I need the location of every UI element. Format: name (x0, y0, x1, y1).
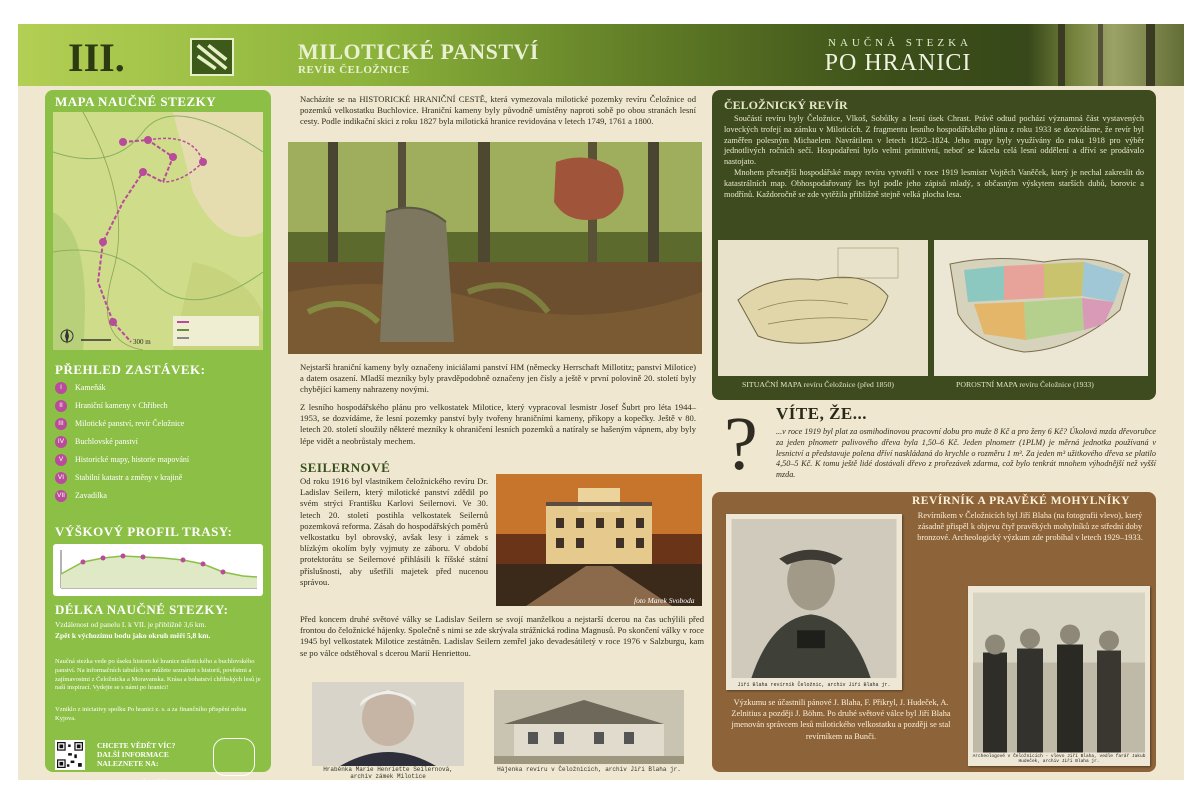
boundary-stone-photo (288, 142, 702, 354)
trail-logo-icon (190, 38, 234, 76)
more-info-line: CHCETE VĚDĚT VÍC? (97, 741, 176, 750)
stop-label: Milotické panství, revír Čeložnice (75, 419, 185, 428)
stop-label: Buchlovské panství (75, 437, 138, 446)
district-text (724, 114, 1144, 200)
stop-item[interactable] (55, 472, 265, 490)
stop-number-badge: II (55, 400, 67, 412)
qr-code-icon[interactable] (55, 740, 85, 770)
caption-text: Hájenka revíru v Čeložnicích, (497, 766, 602, 773)
stand-map-caption: POROSTNÍ MAPA revíru Čeložnice (1933) (956, 380, 1094, 389)
caption-text: Jiří Blaha revírník Čeložnic, (737, 682, 825, 688)
stop-number-badge: IV (55, 436, 67, 448)
gamekeeper-paragraph-1: Revírníkem v Čeložnicích byl Jiří Blaha (na fotografii vlevo), který zásadně přispěl k objevu čtyř pravěkých mohylníků ze střední doby bronzové. Archeologický výzkum zde probíhal v letech 1929–1933. (917, 511, 1143, 543)
stand-map-image (934, 240, 1148, 376)
length-text (55, 620, 263, 641)
photo-credit: foto Marek Svoboda (634, 596, 695, 605)
district-paragraph: Součástí revíru byly Čeložnice, Vlkoš, Sobůlky a lesní úsek Chrast. Právě odtud pochází významná část vystavených loveckých trofejí na zámku v Miloticích. Z fragmentu lesního hospodářského plánu z roku 1933 se dozvídáme, že revír byl zaměřen polesným Michaelem Navrátilem v letech 1822–1824. Jeho mapy byly využívány do roku 1918 pro výběr jednotlivých ročních sečí. Hospodaření bylo velmi primitivní, neboť se kácela celá lesní oddělení a dříví se prodávalo nastojato. (724, 114, 1144, 167)
stop-label: Historické mapy, historie mapování (75, 455, 190, 464)
stop-item[interactable] (55, 436, 265, 454)
stop-label: Kameňák (75, 383, 106, 392)
stop-number-badge: VI (55, 472, 67, 484)
website-link[interactable]: www.po-hranici.cz (117, 778, 173, 786)
trail-map[interactable] (53, 112, 263, 350)
caption-text: Archeologové v Čeložnicích - vlevo Jiří Blaha, vedle farář Jakub Hudeček, (972, 754, 1146, 764)
stop-item[interactable] (55, 400, 265, 418)
more-info-text (97, 741, 207, 768)
countess-caption (312, 766, 464, 780)
stop-label: Stabilní katastr a změny v krajině (75, 473, 183, 482)
length-line-2: Zpět k výchozímu bodu jako okruh měří 5,8 km. (55, 630, 211, 640)
intro-paragraph: Nacházíte se na HISTORICKÉ HRANIČNÍ CESTĚ, která vymezovala milotické pozemky revíru Čeložnice od pozemků velkostatku Buchlovice. Hraniční kameny byly původně umístěny naproti sobě po obou stranách lesní cesty. Podle indikační skici z roku 1827 byla milotická hranice revidována v letech 1749, 1761 a 1800. (300, 94, 696, 127)
page-title: MILOTICKÉ PANSTVÍ (298, 39, 539, 64)
countess-photo (312, 682, 464, 766)
stop-number-badge: III (55, 418, 67, 430)
blaha-photo-card (726, 514, 902, 690)
gamekeeper-title: REVÍRNÍK A PRAVĚKÉ MOHYLNÍKY (912, 495, 1130, 507)
more-info-line: DALŠÍ INFORMACE (97, 750, 169, 759)
stop-item[interactable] (55, 418, 265, 436)
forest-plan-paragraph: Z lesního hospodářského plánu pro velkostatek Milotice, který vypracoval lesmistr Josef Šubrt pro léta 1944–1953, se dozvídáme, že lesní pozemky panství byly tvořeny hraničními kameny, příkopy a kopečky. Ještě v 80. letech 20. století sloužily některé mezníky k ohraničení lesních pozemků a natíraly se hašeným vápnem, aby byly lépe vidět a neobrůstaly mechem. (300, 402, 696, 446)
blaha-portrait (731, 519, 897, 678)
profile-title: VÝŠKOVÝ PROFIL TRASY: (55, 524, 233, 539)
caption-text: Hraběnka Marie Henriette Seilernová, (323, 766, 453, 773)
gamekeeper-house-photo (494, 690, 684, 764)
main-column (282, 90, 710, 780)
stones-paragraph: Nejstarší hraniční kameny byly označeny iniciálami panství HM (německy Herrschaft Millotitz; panství Milotice) a datem osazení. Mladší mezníky byly pravděpodobně označeny jen čísly a ještě v první polovině 20. století byly chybějící kameny nahrazeny novými. (300, 362, 696, 395)
trail-name: PO HRANICI (824, 50, 972, 76)
gamekeeper-paragraph-2: Výzkumu se účastnili pánové J. Blaha, F. Přikryl, J. Hudeček, A. Zelnitius a později J. Böhm. Po druhé světové válce byl Jiří Blaha jmenován správcem lesů milotického velkostatku a později se stal revírníkem na Bunči. (731, 698, 951, 741)
situation-map-image (718, 240, 928, 376)
stop-label: Zavadilka (75, 491, 107, 500)
support-note: Vzniklo z iniciativy spolku Po hranici z. s. a za finančního přispění města Kyjova. (55, 706, 247, 722)
stop-item[interactable] (55, 382, 265, 400)
stop-number-badge: I (55, 382, 67, 394)
length-line-1: Vzdálenost od panelu I. k VII. je přibližně 3,6 km. (55, 620, 207, 629)
more-info-line: NALEZNETE NA: (97, 759, 159, 768)
stop-label: Hraniční kameny v Chřibech (75, 401, 168, 410)
forest-header-image (1028, 24, 1184, 86)
district-title: ČELOŽNICKÝ REVÍR (724, 98, 848, 112)
question-mark-icon: ? (724, 402, 758, 486)
archaeologists-photo-card (968, 586, 1150, 766)
seilern-paragraph-1: Od roku 1916 byl vlastníkem čeložnického revíru Dr. Ladislav Seilern, který milotické panství zdědil po svém strýci Františku Karlovi Seilernovi. Ve 30. letech 20. století postihla velkostatek Seilernů pozemková reforma. Zásah do hospodářských poměrů velkostatku byl obrovský, avšak lesy i zámek s blízkým okolím byly vyjmuty ze záboru. V období protektorátu se Seilernové přihlásili k říšské státní příslušnosti, aby ušetřili majetek před nucenou správou. (300, 476, 488, 587)
trail-intro: Naučná stezka vede po úseku historické hranice milotického a buchlovského panství. Na informačních tabulích se můžete seznámit s historií, pověstmi a zajímavostmi z Čeložnicka a Moravanska. Krása a bohatství chřibských lesů je naší inspirací. Vydejte se s námi po hranici! (55, 658, 261, 692)
panel-number: III. (68, 35, 125, 80)
stop-number-badge: V (55, 454, 67, 466)
caption-source: archiv Jiří Blaha jr. (827, 682, 891, 688)
trail-emblem-icon (213, 738, 255, 776)
map-scale-label: 300 m (133, 338, 151, 346)
archaeologists-photo (973, 591, 1145, 754)
left-sidebar (45, 90, 271, 786)
district-paragraph: Mnohem přesnější hospodářské mapy revíru vytvořil v roce 1919 lesmistr Vojtěch Vaněček, který je nechal zakreslit do katastrálních map. Obhospodařovaný les byl podle jeho zápisů mladý, s občasným výskytem starších dubů, borovic a modřínů. Každoročně se zde vytěžila přibližně stejně velká plocha lesa. (724, 167, 1144, 199)
trail-label: NAUČNÁ STEZKA (828, 37, 972, 49)
caption-source: archiv Jiří Blaha jr. (605, 766, 681, 773)
chateau-photo (496, 474, 702, 606)
house-caption (484, 766, 694, 773)
page-subtitle: REVÍR ČELOŽNICE (298, 64, 410, 76)
caption-source: archiv zámek Milotice (350, 773, 426, 780)
did-you-know-title: VÍTE, ŽE... (776, 404, 867, 423)
gamekeeper-panel (712, 492, 1156, 772)
info-board (18, 24, 1184, 786)
seilern-paragraph-2: Před koncem druhé světové války se Ladislav Seilern se svojí manželkou a nejstarší dcerou na čas uchýlili před frontou do čeložnické hájenky. Společně s nimi se zde skrývala strážnická rodina Magnusů. Po skončení války v roce 1945 byl velkostatek Milotice zestátněn. Ladislav Seilern zemřel jako devadesátiletý v roce 1976 v Salzburgu, kam se po válce odstěhoval s dcerou Marií Henriettou. (300, 614, 704, 658)
archaeologists-caption (968, 754, 1150, 764)
blaha-caption (726, 682, 902, 688)
stop-item[interactable] (55, 454, 265, 472)
stop-number-badge: VII (55, 490, 67, 502)
did-you-know-text: ...v roce 1919 byl plat za osmihodinovou pracovní dobu pro muže 8 Kč a pro ženy 6 Kč? Úkolová mzda dřevorubce za jeden plnometr palivového dřeva byla 1,50–6 Kč. Jeden plnometr (1PLM) je měrná jednotka používaná v lesnictví a představuje polena dříví naskládaná do krychle o rozměru 1 m³. Za jeden m³ užitkového dřeva se platilo 4,50–5 Kč. K tomu ještě lidé dostávali dřevo z prořezávek zdarma, což bylo tenkrát mnohem výhodnější než vyšší mzda. (776, 427, 1156, 480)
situation-map-caption: SITUAČNÍ MAPA revíru Čeložnice (před 1850) (742, 380, 894, 389)
elevation-profile (53, 544, 263, 596)
stops-title: PŘEHLED ZASTÁVEK: (55, 362, 206, 377)
celoznice-district-panel (712, 90, 1156, 400)
map-title: MAPA NAUČNÉ STEZKY (55, 94, 217, 109)
header-bar (18, 24, 1184, 86)
seilern-title: SEILERNOVÉ (300, 460, 391, 475)
caption-source: archiv Jiří Blaha jr. (1042, 759, 1100, 764)
stop-item[interactable] (55, 490, 265, 508)
length-title: DÉLKA NAUČNÉ STEZKY: (55, 602, 229, 617)
stops-list (55, 382, 265, 508)
